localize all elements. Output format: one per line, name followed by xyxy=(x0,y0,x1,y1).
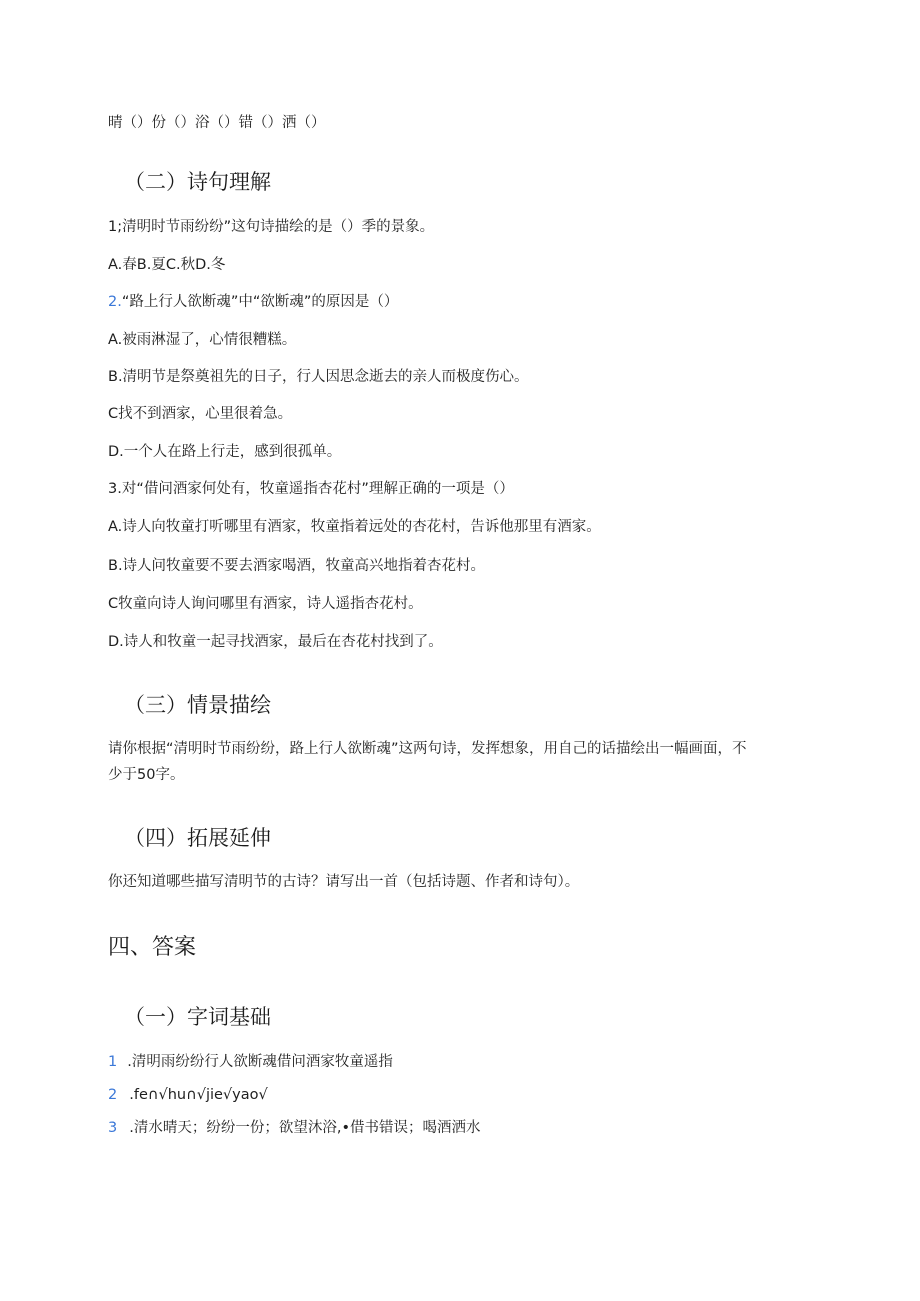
question-2-option-b: B.清明节是祭奠祖先的日子，行人因思念逝去的亲人而极度伤心。 xyxy=(108,369,529,385)
question-2-number: 2. xyxy=(108,294,122,310)
section-title-extension: （四）拓展延伸 xyxy=(124,826,271,850)
question-1-options: A.春B.夏C.秋D.冬 xyxy=(108,257,226,273)
extension-prompt: 你还知道哪些描写清明节的古诗？请写出一首（包括诗题、作者和诗句）。 xyxy=(108,874,580,890)
question-3-option-b: B.诗人问牧童要不要去酒家喝酒，牧童高兴地指着杏花村。 xyxy=(108,558,486,574)
question-3-option-c: C牧童向诗人询问哪里有酒家，诗人遥指杏花村。 xyxy=(108,596,423,612)
answer-item-text: .清明雨纷纷行人欲断魂借问酒家牧童遥指 xyxy=(127,1054,393,1070)
question-2-option-c: C找不到酒家，心里很着急。 xyxy=(108,406,293,422)
question-1-text: 1;清明时节雨纷纷”这句诗描绘的是（）季的景象。 xyxy=(108,219,435,235)
question-2-text xyxy=(108,292,398,312)
answer-item xyxy=(108,1052,393,1072)
question-2-stem: “路上行人欲断魂”中“欲断魂”的原因是（） xyxy=(121,294,399,310)
answer-item-text: .清水晴天；纷纷一份；欲望沐浴,•借书错误；喝酒洒水 xyxy=(129,1120,481,1136)
question-3-text: 3.对“借问酒家何处有，牧童遥指杏花村”理解正确的一项是（） xyxy=(108,481,514,497)
answer-item-number: 1 xyxy=(108,1054,118,1070)
scene-prompt-line-1: 请你根据“清明时节雨纷纷，路上行人欲断魂”这两句诗，发挥想象，用自己的话描绘出一幅画面，不 xyxy=(108,741,747,757)
answer-item xyxy=(108,1085,268,1105)
fill-in-chars-line: 晴（）份（）浴（）错（）洒（） xyxy=(108,115,326,131)
answer-item-number: 2 xyxy=(108,1087,118,1103)
answer-item xyxy=(108,1118,481,1138)
answers-heading: 四、答案 xyxy=(108,935,197,960)
answer-item-text: .fe∩√hu∩√jie√yao√ xyxy=(129,1087,268,1103)
question-2-option-a: A.被雨淋湿了，心情很糟糕。 xyxy=(108,332,297,348)
scene-prompt-line-2: 少于50字。 xyxy=(108,767,185,783)
section-title-scene-description: （三）情景描绘 xyxy=(124,693,271,717)
section-title-poem-understanding: （二）诗句理解 xyxy=(124,170,271,194)
question-3-option-a: A.诗人向牧童打听哪里有酒家，牧童指着远处的杏花村，告诉他那里有酒家。 xyxy=(108,519,601,535)
question-2-option-d: D.一个人在路上行走，感到很孤单。 xyxy=(108,444,342,460)
question-3-option-d: D.诗人和牧童一起寻找酒家，最后在杏花村找到了。 xyxy=(108,634,443,650)
answer-item-number: 3 xyxy=(108,1120,118,1136)
answers-subtitle-word-basics: （一）字词基础 xyxy=(124,1005,271,1029)
